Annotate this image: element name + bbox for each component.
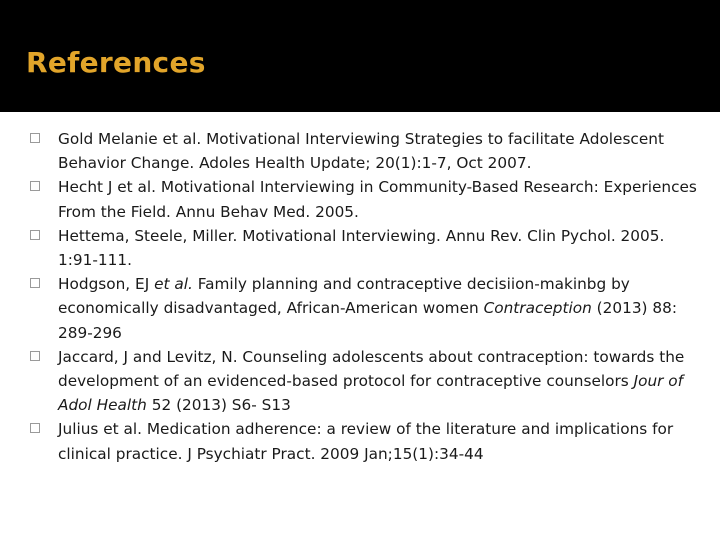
- bullet-box-icon: [30, 133, 40, 143]
- reference-text: Julius et al. Medication adherence: a review of the literature and implications for clinical practice. J Psychiatr Pract. 2009 Jan;15(1):34-44: [58, 420, 674, 463]
- reference-item: [30, 417, 700, 465]
- reference-journal: Contraception: [483, 299, 592, 318]
- reference-item: [30, 345, 700, 418]
- reference-citation: 52 (2013) S6- S13: [146, 396, 291, 415]
- bullet-box-icon: [30, 230, 40, 240]
- bullet-box-icon: [30, 278, 40, 288]
- reference-text: Hodgson, EJ: [58, 275, 155, 294]
- reference-item: [30, 127, 700, 175]
- bullet-box-icon: [30, 181, 40, 191]
- reference-text: Family planning and contraceptive decisiion-makinbg by economically disadvantaged, African-American women: [58, 275, 630, 318]
- title-bar: [0, 0, 720, 112]
- bullet-box-icon: [30, 351, 40, 361]
- reference-citation: (2013) 88: 289-296: [58, 299, 678, 342]
- reference-item: [30, 224, 700, 272]
- reference-item: [30, 272, 700, 345]
- reference-text: Hettema, Steele, Miller. Motivational Interviewing. Annu Rev. Clin Pychol. 2005. 1:91-111.: [58, 226, 665, 270]
- reference-text: Hecht J et al. Motivational Interviewing in Community-Based Research: Experiences From the Field. Annu Behav Med. 2005.: [58, 178, 697, 221]
- bullet-box-icon: [30, 423, 40, 433]
- reference-item: [30, 175, 700, 223]
- reference-text: Gold Melanie et al. Motivational Interviewing Strategies to facilitate Adolescent Behavior Change. Adoles Health Update; 20(1):1-7, Oct 2007.: [58, 130, 664, 173]
- reference-italic: et al.: [154, 275, 193, 294]
- slide-title: References: [26, 46, 206, 79]
- reference-list: [30, 127, 700, 466]
- reference-text: Jaccard, J and Levitz, N. Counseling adolescents about contraception: towards the development of an evidenced-based protocol for contraceptive counselors: [58, 347, 685, 391]
- reference-journal: Jour of Adol Health: [58, 372, 684, 415]
